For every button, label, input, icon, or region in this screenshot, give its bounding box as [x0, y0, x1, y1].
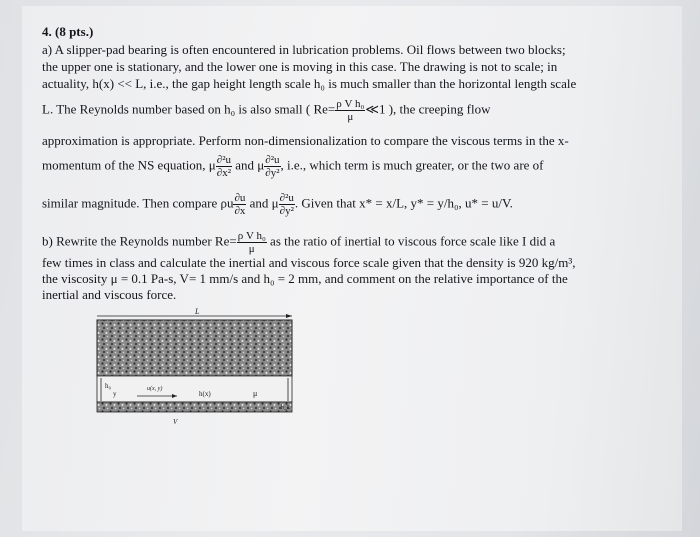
compare-text-pre: similar magnitude. Then compare ρu — [42, 195, 234, 211]
problem-header: 4. (8 pts.) — [42, 24, 94, 39]
du-dx-fraction — [233, 192, 246, 217]
homework-page — [22, 6, 682, 531]
reynolds-text-post: ≪1 ), the creeping flow — [365, 101, 491, 117]
part-b-reynolds-fraction — [237, 230, 267, 255]
part-a-line-4 — [42, 98, 490, 123]
ns-text-post: , i.e., which term is much greater, or the two are of — [280, 157, 544, 173]
hx-label: h(x) — [199, 390, 211, 398]
reynolds-text-pre: L. The Reynolds number based on h₀ is also small ( Re= — [42, 101, 336, 117]
slipper-pad-diagram — [77, 306, 307, 436]
u-label: u(x, y) — [147, 386, 163, 392]
part-b-line-4: inertial and viscous force. — [42, 287, 177, 302]
part-b-line-2: few times in class and calculate the inertial and viscous force scale given that the density is 920 kg/m³, — [42, 255, 576, 270]
hL-label: h_L — [281, 405, 291, 411]
part-a-line-3: actuality, h(x) << L, i.e., the gap height length scale h₀ is much smaller than the horizontal length scale — [42, 76, 577, 91]
oil-gap — [97, 376, 292, 402]
part-b-text-pre: b) Rewrite the Reynolds number Re= — [42, 233, 237, 249]
ns-text-mid: and μ — [232, 157, 265, 173]
du-dx-denominator: ∂x — [234, 205, 246, 217]
part-a-line-7 — [42, 192, 513, 217]
part-a-line-1: a) A slipper-pad bearing is often encountered in lubrication problems. Oil flows between two blocks; — [42, 42, 566, 57]
d2u-dy2-compare-numerator: ∂²u — [279, 192, 294, 204]
compare-text-mid: and μ — [246, 195, 279, 211]
part-a-line-2: the upper one is stationary, and the lower one is moving in this case. The drawing is not to scale; in — [42, 59, 558, 74]
part-b-line-1 — [42, 230, 555, 255]
length-label: L — [195, 307, 200, 316]
part-b-text-post: as the ratio of inertial to viscous force scale like I did a — [266, 233, 556, 249]
d2u-dy2-fraction — [264, 154, 280, 179]
reynolds-numerator: ρ V h₀ — [336, 98, 365, 110]
d2u-dx2-fraction — [216, 154, 232, 179]
d2u-dy2-compare-denominator: ∂y² — [279, 205, 294, 217]
part-b-reynolds-numerator: ρ V h₀ — [237, 230, 266, 242]
h0-label: h₀ — [105, 382, 111, 390]
d2u-dy2-compare-fraction — [279, 192, 295, 217]
lower-block — [97, 402, 292, 412]
length-arrowhead — [286, 314, 292, 318]
part-b-reynolds-denominator: μ — [248, 243, 255, 255]
compare-text-post: . Given that x* = x/L, y* = y/h₀, u* = u/V. — [294, 195, 513, 211]
d2u-dy2-numerator: ∂²u — [265, 154, 280, 166]
y-label: y — [113, 390, 117, 398]
mu-label: μ — [253, 389, 258, 398]
d2u-dx2-denominator: ∂x² — [216, 167, 232, 179]
part-a-line-5: approximation is appropriate. Perform non-dimensionalization to compare the viscous terms in the x- — [42, 133, 569, 148]
reynolds-fraction — [335, 98, 365, 123]
v-label: V — [173, 418, 178, 426]
part-a-line-6 — [42, 154, 544, 179]
part-b-line-3: the viscosity μ = 0.1 Pa-s, V= 1 mm/s and h₀ = 2 mm, and comment on the relative importance of the — [42, 271, 568, 286]
ns-text-pre: momentum of the NS equation, μ — [42, 157, 216, 173]
d2u-dy2-denominator: ∂y² — [265, 167, 280, 179]
d2u-dx2-numerator: ∂²u — [216, 154, 232, 166]
du-dx-numerator: ∂u — [234, 192, 246, 204]
upper-block — [97, 320, 292, 376]
reynolds-denominator: μ — [347, 111, 354, 123]
